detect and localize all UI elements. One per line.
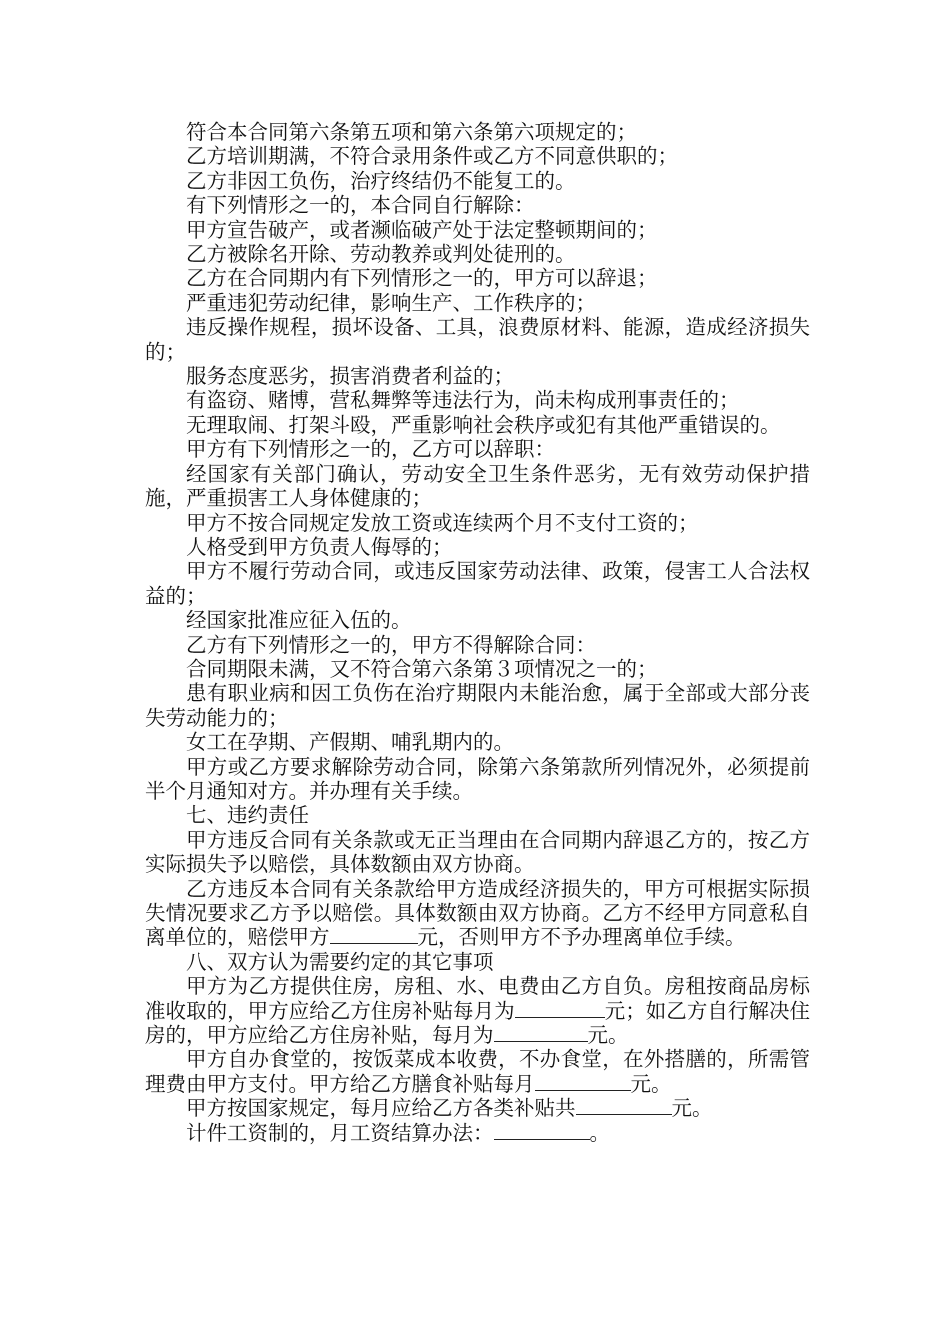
- paragraph: 合同期限未满，又不符合第六条第３项情况之一的；: [186, 656, 658, 681]
- paragraph: 患有职业病和因工负伤在治疗期限内未能治愈，属于全部或大部分丧失劳动能力的；: [145, 681, 810, 730]
- fill-blank: [576, 1096, 672, 1115]
- paragraph-text: 乙方违反本合同有关条款给甲方造成经济损失的，甲方可根据实际损失情况要求乙方予以赔偿。具体数额由双方协商。乙方不经甲方同意私自离单位的，赔偿甲方: [145, 876, 810, 950]
- paragraph: 甲方违反合同有关条款或无正当理由在合同期内辞退乙方的，按乙方实际损失予以赔偿，具体数额由双方协商。: [145, 827, 810, 877]
- paragraph: 乙方有下列情形之一的，甲方不得解除合同：: [186, 632, 596, 657]
- paragraph: 甲方不按合同规定发放工资或连续两个月不支付工资的；: [186, 510, 699, 535]
- section-heading-other-matters: 八、双方认为需要约定的其它事项: [186, 949, 494, 974]
- paragraph: 无理取闹、打架斗殴，严重影响社会秩序或犯有其他严重错误的。: [186, 412, 781, 437]
- paragraph-text: 甲方自办食堂的，按饭菜成本收费，不办食堂，在外搭膳的，所需管理费由甲方支付。甲方给乙方膳食补贴每月: [145, 1047, 810, 1096]
- paragraph: 甲方不履行劳动合同，或违反国家劳动法律、政策，侵害工人合法权益的；: [145, 559, 810, 608]
- paragraph: 乙方被除名开除、劳动教养或判处徒刑的。: [186, 242, 576, 267]
- paragraph-text: 甲方为乙方提供住房，房租、水、电费由乙方自负。房租按商品房标准收取的，甲方应给乙方住房补贴每月为: [145, 974, 810, 1023]
- paragraph-text: 甲方按国家规定，每月应给乙方各类补贴共: [186, 1096, 576, 1121]
- fill-blank: [515, 999, 605, 1018]
- paragraph: 经国家有关部门确认，劳动安全卫生条件恶劣，无有效劳动保护措施，严重损害工人身体健康的；: [145, 461, 810, 511]
- paragraph-text: 元；如乙方自行解决住房的，甲方应给乙方住房补贴，每月为: [145, 998, 811, 1048]
- paragraph: 有盗窃、赌博，营私舞弊等违法行为，尚未构成刑事责任的；: [186, 388, 740, 413]
- fill-blank: [494, 1023, 588, 1042]
- paragraph: 严重违犯劳动纪律，影响生产、工作秩序的；: [186, 290, 596, 315]
- paragraph-compensation: [145, 877, 810, 950]
- paragraph: 乙方培训期满，不符合录用条件或乙方不同意供职的；: [186, 144, 678, 169]
- paragraph: 女工在孕期、产假期、哺乳期内的。: [186, 730, 514, 755]
- paragraph: 违反操作规程，损坏设备、工具，浪费原材料、能源，造成经济损失的；: [145, 315, 810, 364]
- paragraph-text: 计件工资制的，月工资结算办法：: [186, 1120, 494, 1145]
- paragraph-text: 元。: [671, 1096, 713, 1121]
- paragraph-piece-wage: [145, 1121, 810, 1145]
- paragraph: 人格受到甲方负责人侮辱的；: [186, 534, 453, 559]
- paragraph: 有下列情形之一的，本合同自行解除：: [186, 193, 535, 218]
- paragraph-text: 元。: [630, 1071, 672, 1096]
- paragraph-text: 元。: [587, 1023, 629, 1048]
- paragraph: 甲方或乙方要求解除劳动合同，除第六条第款所列情况外，必须提前半个月通知对方。并办理有关手续。: [145, 754, 810, 803]
- paragraph-subsidy: [145, 1096, 810, 1120]
- paragraph-canteen: [145, 1047, 810, 1096]
- paragraph: 甲方有下列情形之一的，乙方可以辞职：: [186, 437, 555, 462]
- document-page: [145, 120, 810, 1145]
- section-heading-breach: 七、违约责任: [186, 803, 309, 828]
- paragraph-text: 元，否则甲方不予办理离单位手续。: [417, 925, 746, 950]
- paragraph: 乙方在合同期内有下列情形之一的，甲方可以辞退；: [186, 266, 658, 291]
- paragraph: 甲方宣告破产，或者濒临破产处于法定整顿期间的；: [186, 217, 658, 242]
- paragraph: 符合本合同第六条第五项和第六条第六项规定的；: [186, 120, 637, 144]
- paragraph: 乙方非因工负伤，治疗终结仍不能复工的。: [186, 168, 576, 193]
- paragraph-housing: [145, 974, 810, 1047]
- paragraph: 服务态度恶劣，损害消费者利益的；: [186, 364, 514, 389]
- fill-blank: [535, 1072, 631, 1091]
- fill-blank: [494, 1121, 590, 1140]
- paragraph-text: 。: [589, 1120, 610, 1145]
- fill-blank: [330, 925, 418, 944]
- paragraph: 经国家批准应征入伍的。: [186, 608, 412, 633]
